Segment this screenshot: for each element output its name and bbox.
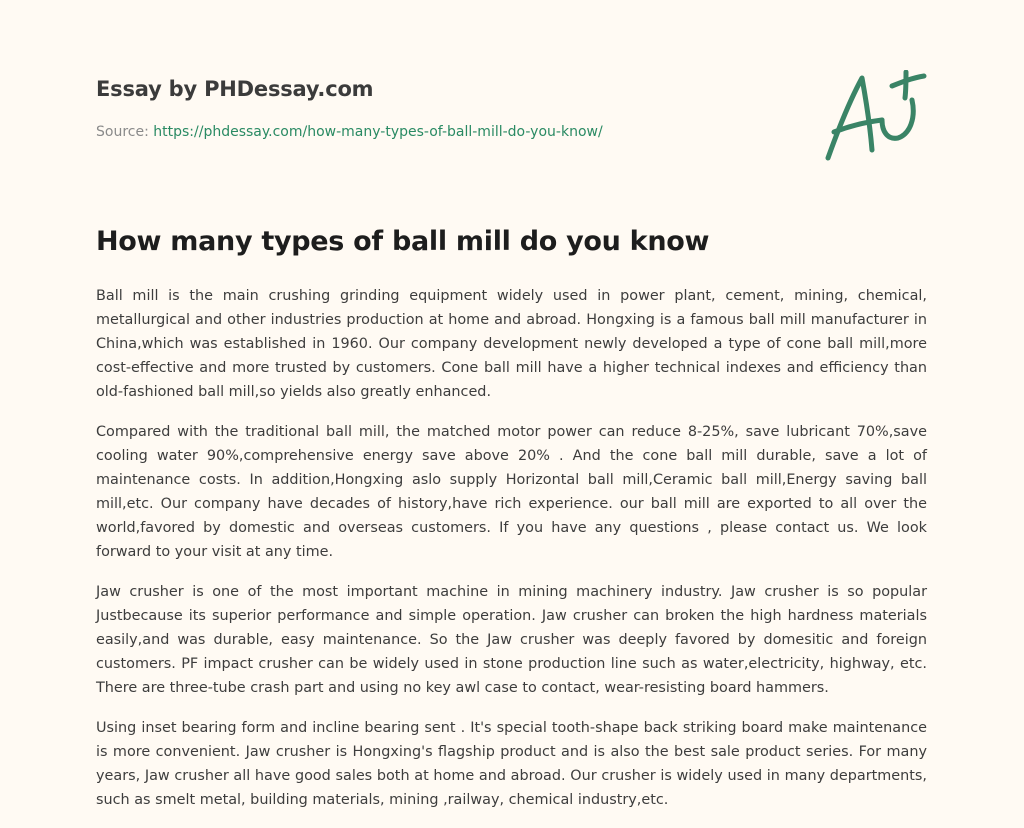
paragraph: Ball mill is the main crushing grinding equipment widely used in power plant, cement, mining, chemical, metallurgical and other industries production at home and abroad. Hongxing is a famous ball mill manufacturer in China,which was established in 1960. Our company development newly developed a type of cone ball mill,more cost-effective and more trusted by customers. Cone ball mill have a higher technical indexes and efficiency than old-fashioned ball mill,so yields also greatly enhanced. xyxy=(96,288,927,400)
a-plus-logo xyxy=(820,70,930,165)
paragraph: Jaw crusher is one of the most important machine in mining machinery industry. Jaw crusher is so popular Justbecause its superior performance and simple operation. Jaw crusher can broken the high hardness materials easily,and was durable, easy maintenance. So the Jaw crusher was deeply favored by domesitic and foreign customers. PF impact crusher can be widely used in stone production line such as water,electricity, highway, etc. There are three-tube crash part and using no key awl case to contact, wear-resisting board hammers. xyxy=(96,584,927,696)
source-label: Source: xyxy=(96,124,154,140)
article-body xyxy=(96,284,927,828)
site-title: Essay by PHDessay.com xyxy=(96,77,374,101)
article-title: How many types of ball mill do you know xyxy=(96,226,710,257)
paragraph: Compared with the traditional ball mill, the matched motor power can reduce 8-25%, save lubricant 70%,save cooling water 90%,comprehensive energy save above 20% . And the cone ball mill durable, save a lot of maintenance costs. In addition,Hongxing aslo supply Horizontal ball mill,Ceramic ball mill,Energy saving ball mill,etc. Our company have decades of history,have rich experience. our ball mill are exported to all over the world,favored by domestic and overseas customers. If you have any questions , please contact us. We look forward to your visit at any time. xyxy=(96,424,927,560)
paragraph: Using inset bearing form and incline bearing sent . It's special tooth-shape back striking board make maintenance is more convenient. Jaw crusher is Hongxing's flagship product and is also the best sale product series. For many years, Jaw crusher all have good sales both at home and abroad. Our crusher is widely used in many departments, such as smelt metal, building materials, mining ,railway, chemical industry,etc. xyxy=(96,720,927,808)
source-link[interactable]: https://phdessay.com/how-many-types-of-ball-mill-do-you-know/ xyxy=(153,124,603,140)
source-line xyxy=(96,124,603,140)
